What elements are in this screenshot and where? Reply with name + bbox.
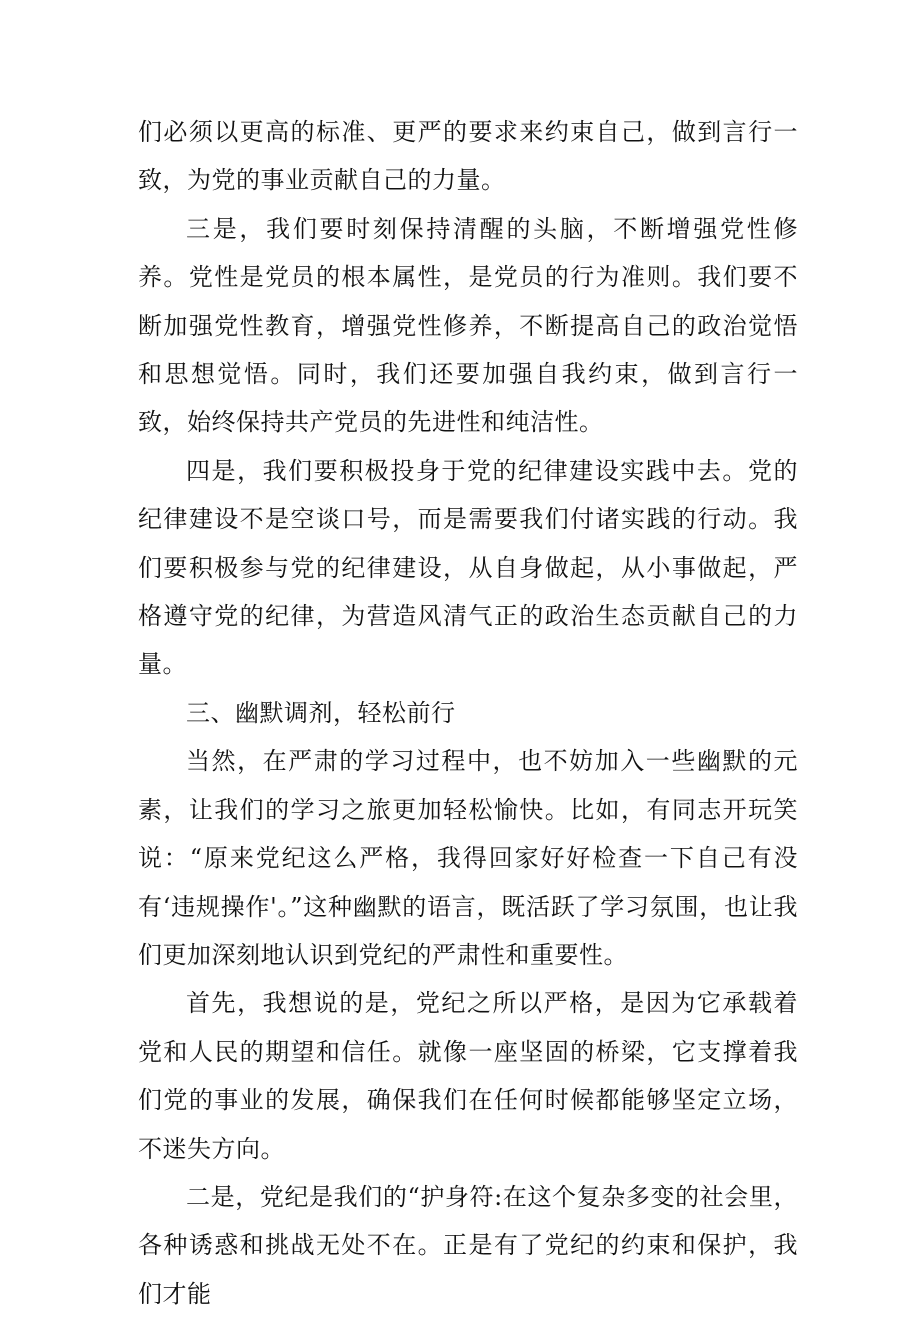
paragraph-6: 二是，党纪是我们的“护身符:在这个复杂多变的社会里，各种诱惑和挑战无处不在。正是有了党纪的约束和保护，我们才能 bbox=[138, 1182, 798, 1308]
document-body bbox=[138, 108, 798, 1318]
paragraph-5: 首先，我想说的是，党纪之所以严格，是因为它承载着党和人民的期望和信任。就像一座坚固的桥梁，它支撑着我们党的事业的发展，确保我们在任何时候都能够坚定立场，不迷失方向。 bbox=[138, 989, 798, 1163]
paragraph-4: 当然，在严肃的学习过程中，也不妨加入一些幽默的元素，让我们的学习之旅更加轻松愉快。比如，有同志开玩笑说：“原来党纪这么严格，我得回家好好检查一下自己有没有‘违规操作'。”这种幽默的语言，既活跃了学习氛围，也让我们更加深刻地认识到党纪的严肃性和重要性。 bbox=[138, 747, 798, 969]
section-heading: 三、幽默调剂，轻松前行 bbox=[186, 698, 456, 727]
paragraph-1: 们必须以更高的标准、更严的要求来约束自己，做到言行一致，为党的事业贡献自己的力量。 bbox=[138, 118, 798, 195]
paragraph-3: 四是，我们要积极投身于党的纪律建设实践中去。党的纪律建设不是空谈口号，而是需要我们付诸实践的行动。我们要积极参与党的纪律建设，从自身做起，从小事做起，严格遵守党的纪律，为营造风清气正的政治生态贡献自己的力量。 bbox=[138, 456, 798, 679]
paragraph-2: 三是，我们要时刻保持清醒的头脑，不断增强党性修养。党性是党员的根本属性，是党员的行为准则。我们要不断加强党性教育，增强党性修养，不断提高自己的政治觉悟和思想觉悟。同时，我们还要加强自我约束，做到言行一致，始终保持共产党员的先进性和纯洁性。 bbox=[138, 214, 798, 437]
